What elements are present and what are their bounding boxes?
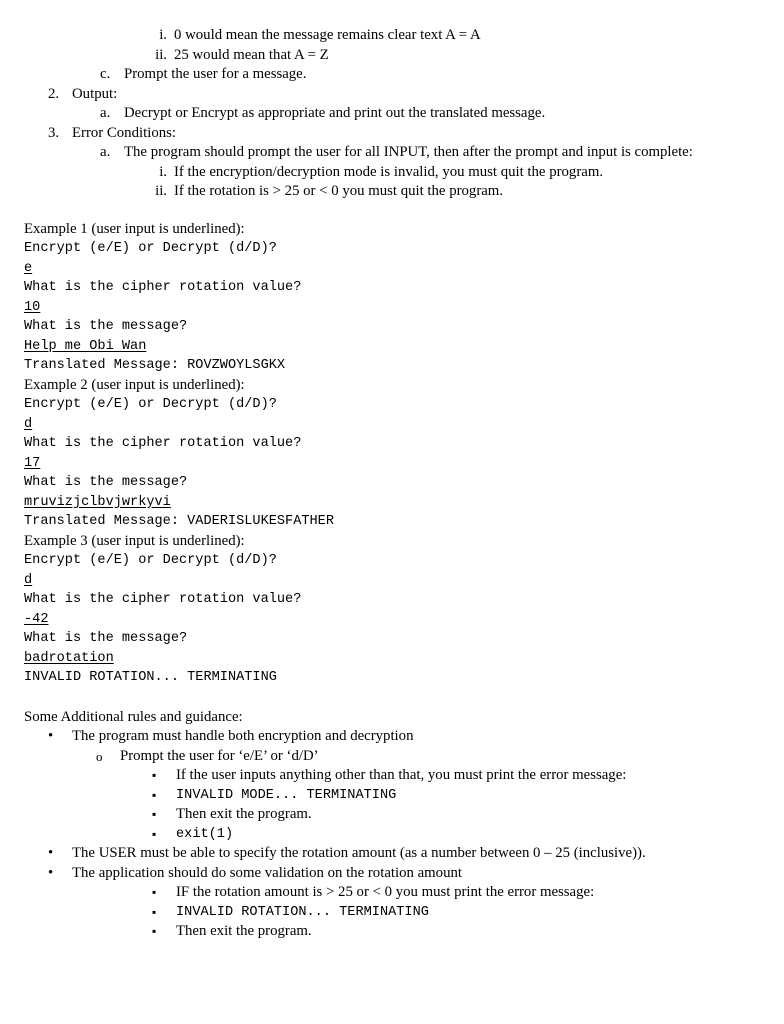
list-marker: i.	[159, 27, 167, 43]
bullet-item	[152, 922, 760, 942]
square-bullet-icon: ▪	[152, 904, 157, 919]
console-user-input: d	[24, 416, 33, 432]
list-item	[48, 85, 760, 105]
bullet-item	[152, 903, 760, 923]
list-text: If the encryption/decryption mode is invalid, you must quit the program.	[174, 163, 604, 180]
square-bullet-icon: ▪	[152, 787, 157, 802]
disc-bullet-icon: •	[48, 728, 54, 744]
console-output-line: Encrypt (e/E) or Decrypt (d/D)?	[24, 553, 277, 568]
bullet-item	[152, 766, 760, 786]
console-output-line: What is the message?	[24, 475, 188, 490]
list-marker: 3.	[48, 124, 60, 141]
list-text: The program should prompt the user for all INPUT, then after the prompt and input is complete:	[124, 144, 693, 160]
console-user-input: 10	[24, 299, 41, 315]
list-item	[148, 46, 760, 66]
bullet-text: INVALID MODE... TERMINATING	[176, 787, 397, 803]
list-marker: ii.	[155, 183, 167, 199]
list-text: If the rotation is > 25 or < 0 you must quit the program.	[174, 183, 504, 199]
list-text: Output:	[72, 85, 118, 102]
list-marker: i.	[159, 163, 167, 180]
bullet-text: IF the rotation amount is > 25 or < 0 you must print the error message:	[176, 884, 595, 900]
list-item	[148, 182, 760, 202]
list-text: 25 would mean that A = Z	[174, 46, 329, 63]
disc-bullet-icon: •	[48, 864, 54, 881]
rules-heading: Some Additional rules and guidance:	[24, 708, 243, 725]
bullet-text: The application should do some validation on the rotation amount	[72, 864, 462, 881]
list-text: Decrypt or Encrypt as appropriate and print out the translated message.	[124, 105, 546, 121]
example-title: Example 3 (user input is underlined):	[24, 532, 245, 549]
console-output-line: What is the message?	[24, 319, 188, 334]
console-output-line: What is the cipher rotation value?	[24, 592, 302, 607]
list-item	[100, 65, 760, 85]
console-output-line: Translated Message: ROVZWOYLSGKX	[24, 358, 286, 373]
square-bullet-icon: ▪	[152, 885, 157, 899]
bullet-item	[48, 844, 760, 864]
square-bullet-icon: ▪	[152, 768, 157, 782]
list-item	[100, 104, 760, 124]
bullet-item	[48, 727, 760, 747]
bullet-item	[152, 825, 760, 845]
list-item	[148, 163, 760, 183]
list-text: Error Conditions:	[72, 124, 176, 141]
bullet-text: Then exit the program.	[176, 923, 312, 939]
console-user-input: Help me Obi Wan	[24, 338, 147, 354]
list-item	[100, 143, 760, 163]
bullet-text: Prompt the user for ‘e/E’ or ‘d/D’	[120, 747, 319, 764]
bullet-text: Then exit the program.	[176, 806, 312, 822]
console-output-line: INVALID ROTATION... TERMINATING	[24, 670, 277, 685]
console-user-input: d	[24, 572, 33, 588]
console-output-line: What is the message?	[24, 631, 188, 646]
list-marker: a.	[100, 105, 111, 121]
example-title: Example 2 (user input is underlined):	[24, 376, 245, 393]
requirements-list	[24, 26, 760, 202]
console-user-input: 17	[24, 455, 41, 471]
list-item	[48, 124, 760, 144]
bullet-item	[96, 747, 760, 767]
example-title: Example 1 (user input is underlined):	[24, 220, 245, 237]
console-user-input: -42	[24, 611, 49, 627]
bullet-text: The program must handle both encryption and decryption	[72, 728, 414, 744]
console-user-input: e	[24, 260, 33, 276]
bullet-text: If the user inputs anything other than that, you must print the error message:	[176, 767, 627, 783]
square-bullet-icon: ▪	[152, 924, 157, 938]
square-bullet-icon: ▪	[152, 807, 157, 821]
rules-list	[24, 727, 760, 942]
bullet-item	[152, 805, 760, 825]
list-text: 0 would mean the message remains clear text A = A	[174, 27, 481, 43]
console-user-input: mruvizjclbvjwrkyvi	[24, 494, 171, 510]
bullet-text: The USER must be able to specify the rotation amount (as a number between 0 – 25 (inclusive)).	[72, 845, 646, 861]
example-block	[24, 532, 760, 688]
list-text: Prompt the user for a message.	[124, 66, 307, 82]
square-bullet-icon: ▪	[152, 826, 157, 841]
example-block	[24, 220, 760, 376]
list-marker: c.	[100, 66, 111, 82]
list-item	[148, 26, 760, 46]
console-output-line: Translated Message: VADERISLUKESFATHER	[24, 514, 334, 529]
console-output-line: What is the cipher rotation value?	[24, 436, 302, 451]
console-output-line: Encrypt (e/E) or Decrypt (d/D)?	[24, 241, 277, 256]
rules-section	[24, 708, 760, 942]
bullet-item	[152, 786, 760, 806]
disc-bullet-icon: •	[48, 845, 54, 861]
list-marker: ii.	[155, 46, 167, 63]
bullet-item	[48, 864, 760, 884]
example-block	[24, 376, 760, 532]
console-output-line: What is the cipher rotation value?	[24, 280, 302, 295]
list-marker: a.	[100, 144, 111, 160]
examples-section	[24, 220, 760, 688]
list-marker: 2.	[48, 85, 60, 102]
circle-bullet-icon: o	[96, 748, 103, 764]
bullet-text: exit(1)	[176, 826, 234, 842]
console-output-line: Encrypt (e/E) or Decrypt (d/D)?	[24, 397, 277, 412]
bullet-text: INVALID ROTATION... TERMINATING	[176, 904, 429, 920]
console-user-input: badrotation	[24, 650, 114, 666]
bullet-item	[152, 883, 760, 903]
